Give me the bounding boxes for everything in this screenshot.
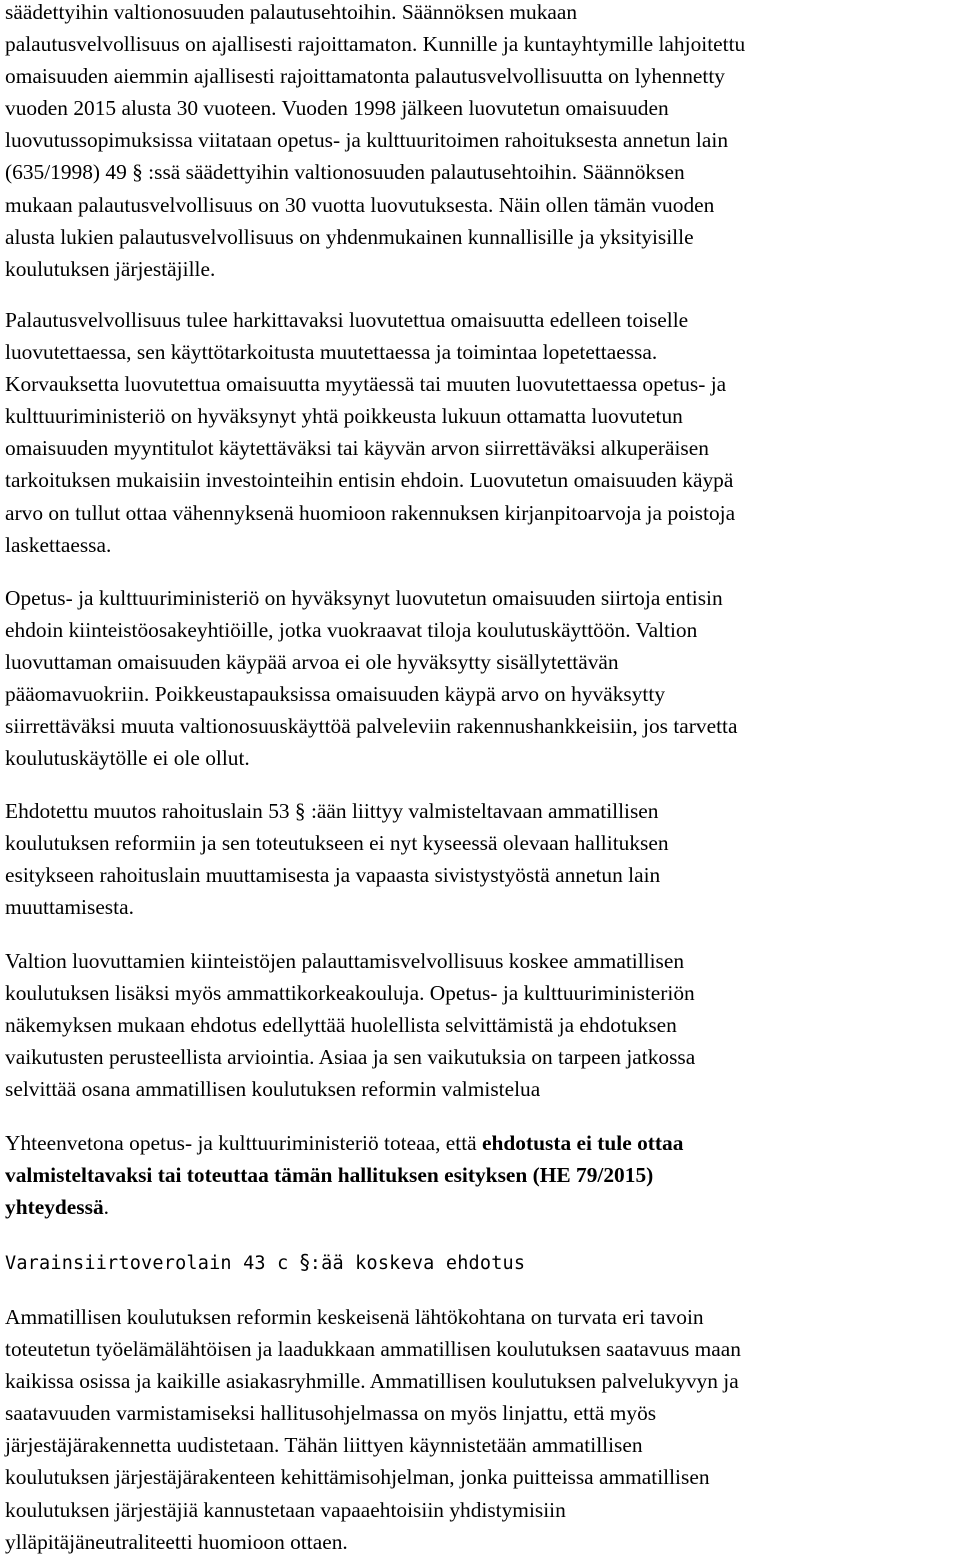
paragraph-6-conclusion [5, 1127, 950, 1223]
text-line: Korvauksetta luovutettua omaisuutta myytäessä tai muuten luovutettaessa opetus- ja [5, 372, 727, 397]
text-line: järjestäjärakennetta uudistetaan. Tähän liittyen käynnistetään ammatillisen [5, 1433, 643, 1458]
section-heading [5, 1246, 950, 1278]
text-line: luovutettaessa, sen käyttötarkoitusta muutettaessa ja toimintaa lopetettaessa. [5, 340, 658, 365]
text-line: luovuttaman omaisuuden käypää arvoa ei ole hyväksytty sisällytettävän [5, 650, 619, 675]
paragraph-4 [5, 795, 950, 923]
text-line: vaikutusten perusteellista arviointia. Asiaa ja sen vaikutuksia on tarpeen jatkossa [5, 1045, 696, 1070]
text-line: palautusvelvollisuus on ajallisesti rajoittamaton. Kunnille ja kuntayhtymille lahjoitettu [5, 32, 746, 57]
conclusion-emphasis: ehdotusta ei tule ottaa [482, 1131, 684, 1155]
text-line: koulutuksen järjestäjille. [5, 256, 216, 281]
conclusion-emphasis: valmisteltavaksi tai toteuttaa tämän hallituksen esityksen (HE 79/2015) [5, 1163, 654, 1188]
text-line: tarkoituksen mukaisiin investointeihin entisin ehdoin. Luovutetun omaisuuden käypä [5, 468, 734, 493]
text-line: koulutuskäytölle ei ole ollut. [5, 746, 250, 771]
text-line: vuoden 2015 alusta 30 vuoteen. Vuoden 1998 jälkeen luovutetun omaisuuden [5, 96, 669, 121]
text-line: esitykseen rahoituslain muuttamisesta ja vapaasta sivistystyöstä annetun lain [5, 863, 661, 888]
paragraph-3 [5, 582, 950, 775]
text-line: Opetus- ja kulttuuriministeriö on hyväksynyt luovutetun omaisuuden siirtoja entisin [5, 586, 723, 610]
text-line: mukaan palautusvelvollisuus on 30 vuotta luovutuksesta. Näin ollen tämän vuoden [5, 192, 715, 217]
text-line: kulttuuriministeriö on hyväksynyt yhtä poikkeusta lukuun ottamatta luovutetun [5, 404, 683, 429]
heading-text: :ää koskeva ehdotus [309, 1253, 526, 1274]
heading-text: Varainsiirtoverolain 43 c [5, 1253, 300, 1274]
text-line: laskettaessa. [5, 532, 112, 557]
text-line: (635/1998) 49 § :ssä säädettyihin valtionosuuden palautusehtoihin. Säännöksen [5, 160, 685, 185]
text-line: toteutetun työelämälähtöisen ja laadukkaan ammatillisen koulutuksen saatavuus maan [5, 1337, 741, 1362]
text-line: saatavuuden varmistamiseksi hallitusohjelmassa on myös linjattu, että myös [5, 1401, 657, 1426]
text-line: arvo on tullut ottaa vähennyksenä huomioon rakennuksen kirjanpitoarvoja ja poistoja [5, 500, 736, 525]
conclusion-text: . [103, 1195, 109, 1220]
text-line: selvittää osana ammatillisen koulutuksen reformin valmistelua [5, 1077, 541, 1102]
text-line: ehdoin kiinteistöosakeyhtiöille, jotka vuokraavat tiloja koulutuskäyttöön. Valtion [5, 618, 698, 643]
text-line: koulutuksen järjestäjiä kannustetaan vapaaehtoisiin yhdistymisiin [5, 1497, 566, 1522]
text-line: Ammatillisen koulutuksen reformin keskeisenä lähtökohtana on turvata eri tavoin [5, 1305, 704, 1329]
text-line: omaisuuden myyntitulot käytettäväksi tai käyvän arvon siirrettäväksi alkuperäisen [5, 436, 709, 461]
text-line: näkemyksen mukaan ehdotus edellyttää huolellista selvittämistä ja ehdotuksen [5, 1013, 677, 1038]
text-line: koulutuksen lisäksi myös ammattikorkeakouluja. Opetus- ja kulttuuriministeriön [5, 981, 695, 1006]
paragraph-2 [5, 304, 950, 561]
text-line: pääomavuokriin. Poikkeustapauksissa omaisuuden käypä arvo on hyväksytty [5, 682, 666, 707]
text-line: omaisuuden aiemmin ajallisesti rajoittamatonta palautusvelvollisuutta on lyhennetty [5, 64, 725, 89]
text-line: alusta lukien palautusvelvollisuus on yhdenmukainen kunnallisille ja yksityisille [5, 224, 694, 249]
paragraph-1 [5, 0, 950, 285]
text-line: koulutuksen järjestäjärakenteen kehittämisohjelman, jonka puitteissa ammatillisen [5, 1465, 710, 1490]
text-line [5, 1127, 950, 1159]
text-line: säädettyihin valtionosuuden palautusehtoihin. Säännöksen mukaan [5, 0, 578, 24]
text-line: kaikissa osissa ja kaikille asiakasryhmille. Ammatillisen koulutuksen palvelukyvyn ja [5, 1369, 739, 1394]
text-line: luovutussopimuksissa viitataan opetus- ja kulttuuritoimen rahoituksesta annetun lain [5, 128, 729, 153]
text-line: ylläpitäjäneutraliteetti huomioon ottaen. [5, 1529, 348, 1554]
conclusion-text: Yhteenvetona opetus- ja kulttuuriministeriö toteaa, että [5, 1131, 482, 1155]
text-line: koulutuksen reformiin ja sen toteutukseen ei nyt kyseessä olevaan hallituksen [5, 831, 669, 856]
text-line: siirrettäväksi muuta valtionosuuskäyttöä palveleviin rakennushankkeisiin, jos tarvetta [5, 714, 738, 739]
text-line [5, 1191, 950, 1223]
text-line: Palautusvelvollisuus tulee harkittavaksi luovutettua omaisuutta edelleen toiselle [5, 308, 689, 332]
paragraph-5 [5, 945, 950, 1105]
paragraph-7 [5, 1301, 950, 1558]
text-line: muuttamisesta. [5, 895, 134, 920]
conclusion-emphasis: yhteydessä [5, 1195, 104, 1220]
section-sign: § [299, 1250, 310, 1274]
text-line: Valtion luovuttamien kiinteistöjen palauttamisvelvollisuus koskee ammatillisen [5, 949, 685, 973]
text-line: Ehdotettu muutos rahoituslain 53 § :ään liittyy valmisteltavaan ammatillisen [5, 799, 659, 823]
